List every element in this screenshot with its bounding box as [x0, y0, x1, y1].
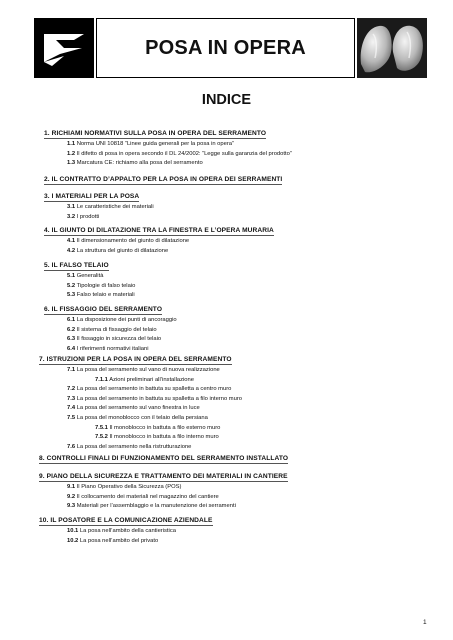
toc-entry-text: La posa del serramento sul vano finestra in luce — [76, 405, 200, 412]
toc-entry-text: Generalità — [76, 273, 104, 279]
toc-entry — [67, 160, 203, 166]
index-heading: INDICE — [201, 92, 252, 108]
toc-entry — [67, 204, 154, 210]
toc-entry — [67, 484, 181, 490]
toc-entry-number: 5.3 — [67, 292, 76, 299]
toc-entry-text: Falso telaio e materiali — [76, 292, 135, 299]
toc-entry — [67, 444, 191, 450]
toc-entry — [67, 238, 189, 244]
toc-entry — [67, 141, 234, 147]
toc-entry-text: Materiali per l’assemblaggio e la manutenzione dei serramenti — [76, 503, 236, 510]
toc-entry-number: 7.5 — [67, 415, 76, 421]
toc-entry-number: 6.4 — [67, 345, 76, 352]
toc-entry-text: Norma UNI 10818 “Linee guida generali per la posa in opera” — [76, 141, 234, 147]
toc-entry-text: La posa del serramento in battuta su spalletta a filo interno muro — [76, 395, 242, 402]
toc-section-title: 3. I MATERIALI PER LA POSA — [44, 193, 140, 200]
toc-entry — [67, 503, 236, 509]
toc-entry — [67, 415, 208, 421]
toc-entry-text: I prodotti — [76, 213, 100, 220]
toc-section-title: 8. CONTROLLI FINALI DI FUNZIONAMENTO DEL SERRAMENTO INSTALLATO — [39, 455, 289, 462]
toc-entry-number: 9.2 — [67, 493, 76, 500]
toc-entry-number: 1.1 — [67, 141, 76, 147]
toc-entry-number: 7.4 — [67, 405, 76, 412]
toc-entry-number: 7.6 — [67, 443, 76, 450]
toc-entry-number: 10.1 — [67, 528, 79, 534]
toc-entry-number: 5.2 — [67, 282, 76, 289]
toc-entry — [67, 367, 220, 373]
toc-entry-number: 7.1 — [67, 367, 76, 373]
toc-entry — [67, 292, 135, 298]
toc-entry — [67, 396, 242, 402]
toc-entry — [95, 425, 220, 431]
page-number: 1 — [423, 619, 427, 626]
toc-entry-text: Il sistema di fissaggio del telaio — [76, 326, 157, 333]
toc-entry-number: 9.3 — [67, 503, 76, 510]
toc-entry-text: Il fissaggio in sicurezza del telaio — [76, 336, 162, 343]
toc-entry-text: Il monoblocco in battuta a filo esterno muro — [109, 424, 221, 431]
toc-entry-text: La posa del monoblocco con il telaio della persiana — [76, 415, 208, 421]
toc-entry — [67, 346, 149, 352]
toc-entry-text: Marcatura CE: richiamo alla posa del serramento — [76, 160, 203, 167]
toc-entry-text: Il dimensionamento del giunto di dilatazione — [76, 238, 190, 244]
toc-section-title: 10. IL POSATORE E LA COMUNICAZIONE AZIENDALE — [39, 517, 213, 524]
toc-entry-text: Azioni preliminari all’installazione — [109, 376, 194, 383]
toc-entry-number: 3.1 — [67, 204, 76, 210]
toc-entry-text: Il difetto di posa in opera secondo il DL 24/2002: “Legge sulla garanzia del prodotto” — [76, 150, 292, 157]
toc-section-title: 5. IL FALSO TELAIO — [44, 262, 109, 269]
toc-entry — [67, 528, 176, 534]
toc-entry-number: 1.2 — [67, 150, 76, 157]
page-header — [34, 18, 427, 78]
toc-entry-text: Il monoblocco in battuta a filo interno muro — [109, 434, 219, 441]
toc-section-title: 9. PIANO DELLA SICUREZZA E TRATTAMENTO DEI MATERIALI IN CANTIERE — [39, 473, 288, 480]
toc-entry-number: 6.3 — [67, 336, 76, 343]
toc-entry — [67, 327, 157, 333]
toc-entry — [67, 283, 135, 289]
toc-entry-number: 10.2 — [67, 537, 79, 544]
toc-entry — [67, 405, 200, 411]
toc-entry — [67, 386, 231, 392]
page-title: POSA IN OPERA — [145, 36, 306, 59]
toc-entry — [67, 151, 292, 157]
toc-entry-number: 6.1 — [67, 317, 76, 323]
toc-entry — [67, 248, 168, 254]
toc-entry-number: 1.3 — [67, 160, 76, 167]
toc-entry — [95, 434, 219, 440]
toc-entry — [67, 336, 161, 342]
toc-entry-number: 4.2 — [67, 247, 76, 254]
toc-entry-text: La posa del serramento sul vano di nuova realizzazione — [76, 367, 220, 373]
sealant-bead-icon — [357, 18, 427, 78]
toc-entry-text: Il Piano Operativo della Sicurezza (POS) — [76, 484, 182, 490]
toc-section-title: 6. IL FISSAGGIO DEL SERRAMENTO — [44, 306, 163, 313]
title-box — [96, 18, 355, 78]
toc-entry — [67, 214, 99, 220]
toc-entry — [67, 494, 219, 500]
header-photo — [357, 18, 427, 78]
toc-entry — [67, 538, 158, 544]
toc-entry-text: La posa nell’ambito della cantieristica — [79, 528, 176, 534]
toc-entry-text: Tipologie di falso telaio — [76, 282, 136, 289]
toc-section-title: 7. ISTRUZIONI PER LA POSA IN OPERA DEL SERRAMENTO — [39, 356, 232, 363]
toc-section-title: 1. RICHIAMI NORMATIVI SULLA POSA IN OPERA DEL SERRAMENTO — [44, 130, 267, 137]
toc-entry-number: 5.1 — [67, 273, 76, 279]
toc-entry-number: 4.1 — [67, 238, 76, 244]
toc-entry-number: 7.1.1 — [95, 376, 108, 383]
toc-entry-number: 9.1 — [67, 484, 76, 490]
toc-entry — [67, 273, 103, 279]
toc-entry-text: La posa nell’ambito del privato — [79, 537, 159, 544]
toc-entry-number: 7.3 — [67, 395, 76, 402]
toc-section-title: 4. IL GIUNTO DI DILATAZIONE TRA LA FINESTRA E L’OPERA MURARIA — [44, 227, 274, 234]
toc-entry-number: 6.2 — [67, 326, 76, 333]
toc-entry-text: La struttura del giunto di dilatazione — [76, 247, 169, 254]
toc-entry-text: Il collocamento dei materiali nel magazzino del cantiere — [76, 493, 219, 500]
toc-entry-text: I riferimenti normativi italiani — [76, 345, 149, 352]
toc-section-title: 2. IL CONTRATTO D’APPALTO PER LA POSA IN OPERA DEI SERRAMENTI — [44, 176, 283, 183]
toc-entry-number: 7.5.2 — [95, 434, 108, 441]
toc-entry-text: La posa del serramento nella ristrutturazione — [76, 443, 192, 450]
bird-logo-icon — [34, 18, 94, 78]
toc-entry — [95, 377, 194, 383]
toc-entry-number: 7.5.1 — [95, 424, 108, 431]
toc-entry-number: 3.2 — [67, 213, 76, 220]
toc-entry — [67, 317, 177, 323]
toc-entry-text: Le caratteristiche dei materiali — [76, 204, 154, 210]
toc-entry-number: 7.2 — [67, 386, 76, 393]
company-logo — [34, 18, 94, 78]
toc-entry-text: La posa del serramento in battuta su spalletta a centro muro — [76, 386, 232, 393]
toc-entry-text: La disposizione dei punti di ancoraggio — [76, 317, 177, 323]
